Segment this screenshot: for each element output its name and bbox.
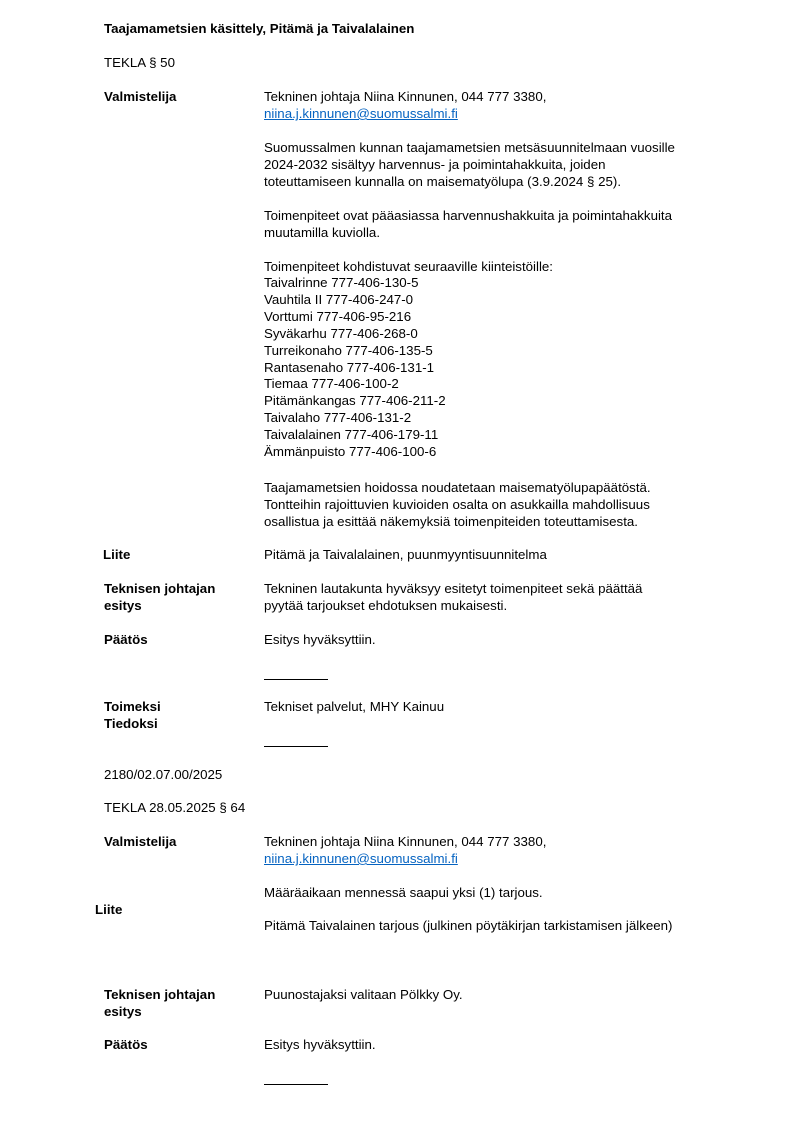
list-item: Taivalalainen 777-406-179-11 [264, 427, 439, 443]
list-item: Rantasenaho 777-406-131-1 [264, 359, 435, 375]
meeting-reference: TEKLA § 50 [104, 55, 175, 70]
esitys-label: Teknisen johtajan esitys [104, 987, 216, 1019]
valmistelija-label: Valmistelija [104, 834, 177, 849]
maintenance-paragraph: Taajamametsien hoidossa noudatetaan maisematyölupapäätöstä. Tontteihin rajoittuvien kuvioiden osalta on asukkailla mahdollisuus osallistua ja esittää näkemyksiä toimenpiteiden toteuttamisesta. [264, 480, 651, 529]
paatos-label: Päätös [104, 1037, 148, 1052]
list-item: Vauhtila II 777-406-247-0 [264, 291, 414, 307]
esitys-label: Teknisen johtajan esitys [104, 581, 216, 613]
section-title: Taajamametsien käsittely, Pitämä ja Taivalalainen [104, 21, 415, 36]
divider [264, 679, 328, 680]
property-list [264, 275, 446, 461]
toimeksi-label: Toimeksi Tiedoksi [104, 699, 161, 731]
liite-label: Liite [103, 547, 131, 562]
list-item: Vorttumi 777-406-95-216 [264, 308, 412, 324]
list-item: Turreikonaho 777-406-135-5 [264, 342, 433, 358]
liite-text: Pitämä Taivalainen tarjous (julkinen pöytäkirjan tarkistamisen jälkeen) [264, 918, 673, 933]
valmistelija-text: Tekninen johtaja Niina Kinnunen, 044 777 3380, [264, 834, 547, 849]
toimeksi-text: Tekniset palvelut, MHY Kainuu [264, 699, 445, 714]
divider [264, 746, 328, 747]
paatos-label: Päätös [104, 632, 148, 647]
property-list-intro: Toimenpiteet kohdistuvat seuraaville kiinteistöille: [264, 259, 553, 274]
case-reference: 2180/02.07.00/2025 [104, 767, 223, 782]
liite-text: Pitämä ja Taivalalainen, puunmyyntisuunnitelma [264, 547, 547, 562]
list-item: Tiemaa 777-406-100-2 [264, 376, 399, 392]
meeting-reference: TEKLA 28.05.2025 § 64 [104, 800, 246, 815]
measures-paragraph: Toimenpiteet ovat pääasiassa harvennushakkuita ja poimintahakkuita muutamilla kuviolla. [264, 208, 673, 240]
list-item: Taivalaho 777-406-131-2 [264, 410, 412, 426]
list-item: Taivalrinne 777-406-130-5 [264, 275, 419, 290]
list-item: Syväkarhu 777-406-268-0 [264, 325, 418, 341]
esitys-text: Tekninen lautakunta hyväksyy esitetyt toimenpiteet sekä päättää pyytää tarjoukset ehdotuksen mukaisesti. [264, 581, 643, 613]
esitys-text: Puunostajaksi valitaan Pölkky Oy. [264, 987, 463, 1002]
description-paragraph: Suomussalmen kunnan taajamametsien metsäsuunnitelmaan vuosille 2024-2032 sisältyy harvennus- ja poimintahakkuita, joiden toteuttamiseen kunnalla on maisematyölupa (3.9.2024 § 25). [264, 140, 675, 189]
paatos-text: Esitys hyväksyttiin. [264, 632, 376, 647]
divider [264, 1084, 328, 1085]
list-item: Pitämänkangas 777-406-211-2 [264, 393, 446, 409]
paatos-text: Esitys hyväksyttiin. [264, 1037, 376, 1052]
list-item: Ämmänpuisto 777-406-100-6 [264, 444, 437, 460]
valmistelija-text: Tekninen johtaja Niina Kinnunen, 044 777 3380, [264, 89, 547, 104]
tarjous-text: Määräaikaan mennessä saapui yksi (1) tarjous. [264, 885, 543, 900]
valmistelija-email-link[interactable]: niina.j.kinnunen@suomussalmi.fi [264, 106, 458, 121]
valmistelija-email-link[interactable]: niina.j.kinnunen@suomussalmi.fi [264, 851, 458, 866]
liite-label: Liite [95, 902, 123, 917]
valmistelija-label: Valmistelija [104, 89, 177, 104]
